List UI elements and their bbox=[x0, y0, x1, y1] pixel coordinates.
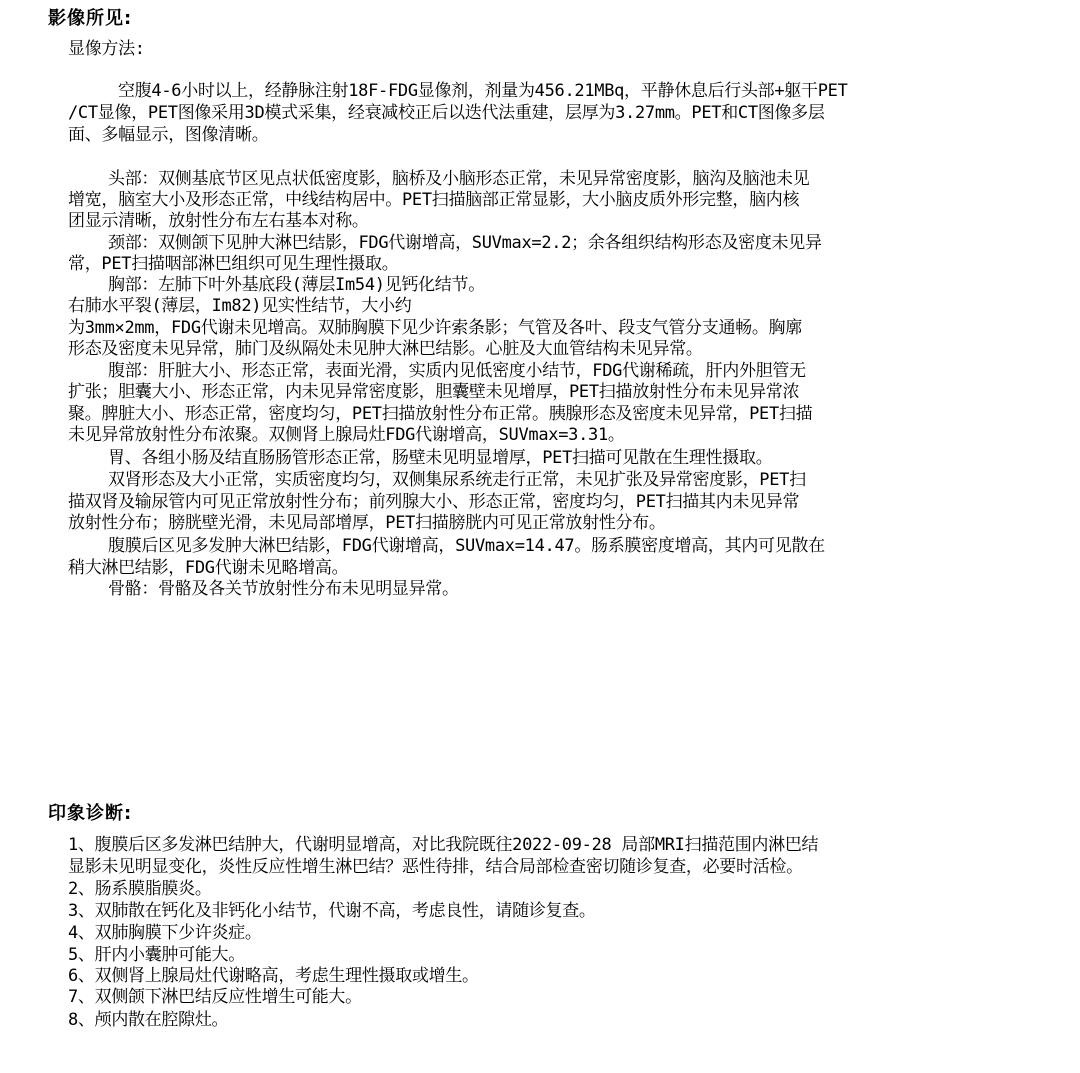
findings-heading: 影像所见: bbox=[48, 8, 133, 29]
findings-line: 放射性分布；膀胱壁光滑，未见局部增厚，PET扫描膀胱内可见正常放射性分布。 bbox=[68, 513, 666, 533]
findings-line: 胃、各组小肠及结直肠肠管形态正常，肠壁未见明显增厚，PET扫描可见散在生理性摄取。 bbox=[108, 448, 773, 468]
method-line: 空腹4-6小时以上，经静脉注射18F-FDG显像剂，剂量为456.21MBq，平静休息后行头部+躯干PET bbox=[118, 81, 848, 101]
findings-line: 右肺水平裂(薄层，Im82)见实性结节，大小约 bbox=[68, 296, 412, 316]
impression-line: 1、腹膜后区多发淋巴结肿大，代谢明显增高，对比我院既往2022-09-28 局部MRI扫描范围内淋巴结 bbox=[68, 835, 819, 855]
findings-line: 头部：双侧基底节区见点状低密度影，脑桥及小脑形态正常，未见异常密度影，脑沟及脑池未见 bbox=[108, 169, 810, 189]
method-line: 面、多幅显示，图像清晰。 bbox=[68, 125, 269, 145]
impression-line: 5、肝内小囊肿可能大。 bbox=[68, 945, 245, 965]
findings-line: 扩张；胆囊大小、形态正常，内未见异常密度影，胆囊壁未见增厚，PET扫描放射性分布未见异常浓 bbox=[68, 382, 800, 402]
impression-line: 4、双肺胸膜下少许炎症。 bbox=[68, 923, 262, 943]
findings-line: 为3mm×2mm，FDG代谢未见增高。双肺胸膜下见少许索条影；气管及各叶、段支气管分支通畅。胸廓 bbox=[68, 318, 802, 338]
findings-line: 稍大淋巴结影，FDG代谢未见略增高。 bbox=[68, 558, 349, 578]
findings-line: 聚。脾脏大小、形态正常，密度均匀，PET扫描放射性分布正常。胰腺形态及密度未见异常，PET扫描 bbox=[68, 404, 813, 424]
impression-line: 7、双侧颌下淋巴结反应性增生可能大。 bbox=[68, 987, 362, 1007]
findings-line: 颈部：双侧颌下见肿大淋巴结影，FDG代谢增高，SUVmax=2.2；余各组织结构形态及密度未见异 bbox=[108, 233, 822, 253]
findings-line: 未见异常放射性分布浓聚。双侧肾上腺局灶FDG代谢增高，SUVmax=3.31。 bbox=[68, 425, 625, 445]
findings-line: 增宽，脑室大小及形态正常，中线结构居中。PET扫描脑部正常显影，大小脑皮质外形完整，脑内核 bbox=[68, 190, 800, 210]
findings-line: 形态及密度未见异常，肺门及纵隔处未见肿大淋巴结影。心脏及大血管结构未见异常。 bbox=[68, 339, 703, 359]
impression-line: 6、双侧肾上腺局灶代谢略高，考虑生理性摄取或增生。 bbox=[68, 966, 479, 986]
impression-line: 2、肠系膜脂膜炎。 bbox=[68, 879, 212, 899]
findings-line: 骨骼：骨骼及各关节放射性分布未见明显异常。 bbox=[108, 579, 459, 599]
findings-line: 常，PET扫描咽部淋巴组织可见生理性摄取。 bbox=[68, 254, 399, 274]
findings-line: 腹部：肝脏大小、形态正常，表面光滑，实质内见低密度小结节，FDG代谢稀疏，肝内外胆管无 bbox=[108, 361, 806, 381]
impression-line: 3、双肺散在钙化及非钙化小结节，代谢不高，考虑良性，请随诊复查。 bbox=[68, 901, 596, 921]
method-line: /CT显像，PET图像采用3D模式采集，经衰减校正后以迭代法重建，层厚为3.27mm。PET和CT图像多层 bbox=[68, 103, 825, 123]
impression-line: 8、颅内散在腔隙灶。 bbox=[68, 1010, 229, 1030]
impression-section bbox=[0, 790, 1080, 1050]
impression-heading: 印象诊断: bbox=[48, 803, 133, 824]
findings-line: 胸部：左肺下叶外基底段(薄层Im54)见钙化结节。 bbox=[108, 275, 485, 295]
impression-line: 显影未见明显变化，炎性反应性增生淋巴结？恶性待排，结合局部检查密切随诊复查，必要时活检。 bbox=[68, 857, 803, 877]
method-heading: 显像方法: bbox=[68, 39, 145, 59]
findings-line: 腹膜后区见多发肿大淋巴结影，FDG代谢增高，SUVmax=14.47。肠系膜密度增高，其内可见散在 bbox=[108, 536, 825, 556]
findings-line: 双肾形态及大小正常，实质密度均匀，双侧集尿系统走行正常，未见扩张及异常密度影，PET扫 bbox=[108, 470, 806, 490]
findings-line: 团显示清晰，放射性分布左右基本对称。 bbox=[68, 211, 369, 231]
findings-line: 描双肾及输尿管内可见正常放射性分布；前列腺大小、形态正常，密度均匀，PET扫描其内未见异常 bbox=[68, 492, 800, 512]
